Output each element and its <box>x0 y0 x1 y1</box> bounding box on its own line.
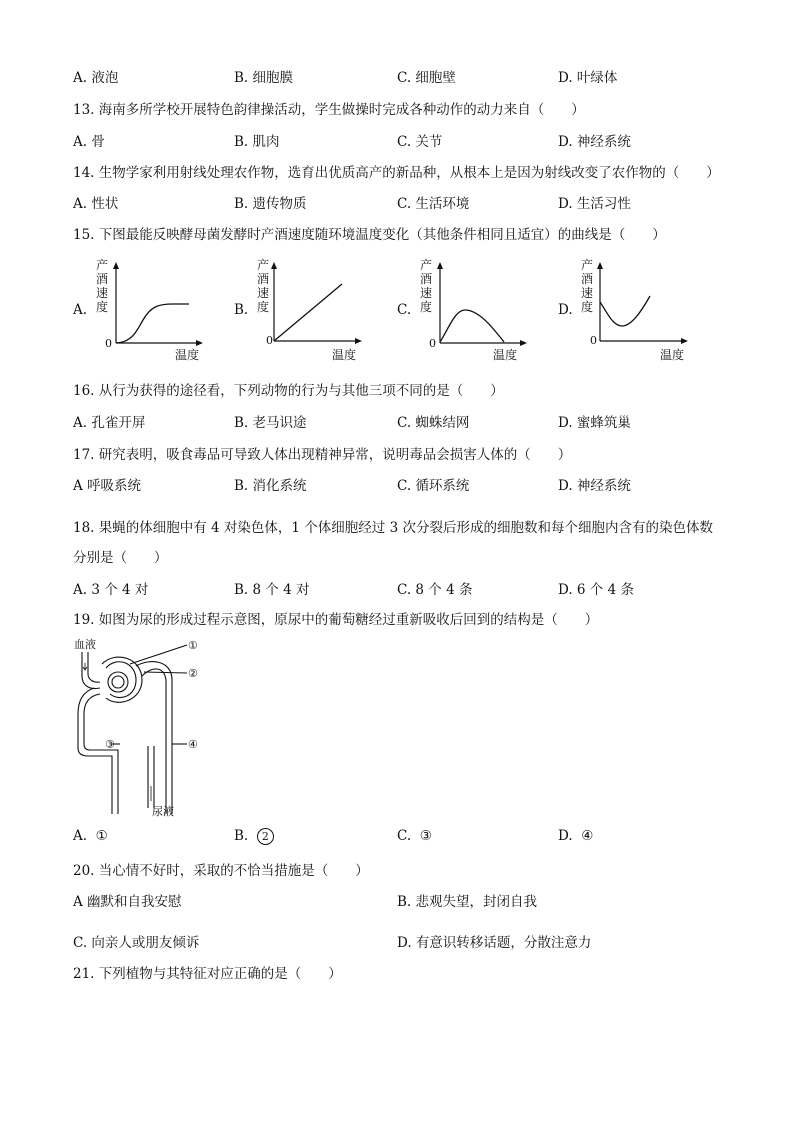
q12-options <box>0 66 794 86</box>
graph-c-letter: C. <box>397 302 412 318</box>
q13-stem: 13. 海南多所学校开展特色韵律操活动，学生做操时完成各种动作的动力来自（ ） <box>73 102 585 118</box>
q20-stem: 20. 当心情不好时，采取的不恰当措施是（ ） <box>73 863 369 879</box>
graph-a-zero: 0 <box>105 337 112 350</box>
q12-option-a[interactable]: A. 液泡 <box>73 70 119 86</box>
blood-label: 血液 <box>74 638 96 651</box>
mark-3: ③ <box>105 738 115 751</box>
q17-stem: 17. 研究表明，吸食毒品可导致人体出现精神异常，说明毒品会损害人体的（ ） <box>73 447 572 463</box>
graph-d-xlabel: 温度 <box>660 348 685 362</box>
mark-2: ② <box>188 667 198 680</box>
mark-4: ④ <box>188 738 198 751</box>
q15-graph-b[interactable] <box>234 258 364 366</box>
q16-option-c[interactable]: C. 蜘蛛结网 <box>397 415 470 431</box>
graph-b-zero: 0 <box>266 334 273 347</box>
q18-option-a[interactable]: A. 3 个 4 对 <box>73 582 149 598</box>
q14-stem: 14. 生物学家利用射线处理农作物，选育出优质高产的新品种，从根本上是因为射线改变了农作物的（ ） <box>73 165 720 181</box>
q17-option-d[interactable]: D. 神经系统 <box>558 478 631 494</box>
q20-option-b[interactable]: B. 悲观失望，封闭自我 <box>397 894 538 910</box>
q18-stem-line2: 分别是（ ） <box>73 550 168 566</box>
q19-option-d[interactable]: D. ④ <box>558 828 594 844</box>
q17-options <box>0 474 794 494</box>
graph-b-xlabel: 温度 <box>332 348 357 362</box>
q14-options <box>0 192 794 212</box>
q14-option-c[interactable]: C. 生活环境 <box>397 196 470 212</box>
q15-graph-a[interactable] <box>73 258 203 366</box>
q20-option-d[interactable]: D. 有意识转移话题，分散注意力 <box>397 935 592 951</box>
circled-two: 2 <box>257 828 274 845</box>
q15-stem: 15. 下图最能反映酵母菌发酵时产酒速度随环境温度变化（其他条件相同且适宜）的曲线是（ ） <box>73 227 666 243</box>
q18-option-d[interactable]: D. 6 个 4 条 <box>558 582 634 598</box>
q19-options <box>0 828 794 848</box>
q16-stem: 16. 从行为获得的途径看，下列动物的行为与其他三项不同的是（ ） <box>73 383 504 399</box>
q17-option-a[interactable]: A 呼吸系统 <box>73 478 142 494</box>
q20-option-c[interactable]: C. 向亲人或朋友倾诉 <box>73 935 200 951</box>
graph-b-ylabel: 产 酒 速 度 <box>256 258 269 314</box>
q12-option-b[interactable]: B. 细胞膜 <box>234 70 294 86</box>
q20-option-a[interactable]: A 幽默和自我安慰 <box>73 894 182 910</box>
q19-option-b[interactable]: B. 2 <box>234 828 274 845</box>
nephron-drawing <box>68 636 218 820</box>
urine-label: 尿液 <box>152 805 174 818</box>
nephron-diagram <box>68 636 218 820</box>
q15-graph-d[interactable] <box>558 258 688 366</box>
graph-d-letter: D. <box>558 302 573 318</box>
q19-stem: 19. 如图为尿的形成过程示意图，原尿中的葡萄糖经过重新吸收后回到的结构是（ ） <box>73 612 599 628</box>
q18-stem-line1: 18. 果蝇的体细胞中有 4 对染色体，1 个体细胞经过 3 次分裂后形成的细胞数和每个细胞内含有的染色体数 <box>73 520 713 536</box>
q13-option-d[interactable]: D. 神经系统 <box>558 134 631 150</box>
graph-d-ylabel: 产 酒 速 度 <box>580 258 593 314</box>
q20-options-row1 <box>0 890 794 910</box>
q13-options <box>0 130 794 150</box>
q18-option-c[interactable]: C. 8 个 4 条 <box>397 582 473 598</box>
q18-option-b[interactable]: B. 8 个 4 对 <box>234 582 310 598</box>
graph-a-xlabel: 温度 <box>175 348 200 362</box>
q12-option-d[interactable]: D. 叶绿体 <box>558 70 618 86</box>
graph-c-zero: 0 <box>429 337 436 350</box>
q16-options <box>0 411 794 431</box>
graph-c-xlabel: 温度 <box>493 348 518 362</box>
graph-d-plot <box>558 258 688 358</box>
q13-option-c[interactable]: C. 关节 <box>397 134 443 150</box>
q16-option-a[interactable]: A. 孔雀开屏 <box>73 415 146 431</box>
q17-option-c[interactable]: C. 循环系统 <box>397 478 470 494</box>
graph-c-ylabel: 产 酒 速 度 <box>419 258 432 314</box>
q12-option-c[interactable]: C. 细胞壁 <box>397 70 456 86</box>
q16-option-d[interactable]: D. 蜜蜂筑巢 <box>558 415 631 431</box>
graph-a-letter: A. <box>73 302 88 318</box>
q14-option-d[interactable]: D. 生活习性 <box>558 196 631 212</box>
graph-d-zero: 0 <box>590 334 597 347</box>
graph-b-plot <box>234 258 364 358</box>
q14-option-b[interactable]: B. 遗传物质 <box>234 196 307 212</box>
q19-option-a[interactable]: A. ① <box>73 828 108 844</box>
q15-graph-c[interactable] <box>397 258 527 366</box>
mark-1: ① <box>188 639 198 652</box>
q18-options <box>0 578 794 598</box>
q21-stem: 21. 下列植物与其特征对应正确的是（ ） <box>73 966 342 982</box>
q13-option-b[interactable]: B. 肌肉 <box>234 134 280 150</box>
graph-a-plot <box>73 258 203 358</box>
q17-option-b[interactable]: B. 消化系统 <box>234 478 307 494</box>
q14-option-a[interactable]: A. 性状 <box>73 196 119 212</box>
graph-c-plot <box>397 258 527 358</box>
graph-a-ylabel: 产 酒 速 度 <box>95 258 108 314</box>
graph-b-letter: B. <box>234 302 249 318</box>
q20-options-row2 <box>0 931 794 951</box>
q19-option-c[interactable]: C. ③ <box>397 828 432 844</box>
q16-option-b[interactable]: B. 老马识途 <box>234 415 307 431</box>
q13-option-a[interactable]: A. 骨 <box>73 134 105 150</box>
